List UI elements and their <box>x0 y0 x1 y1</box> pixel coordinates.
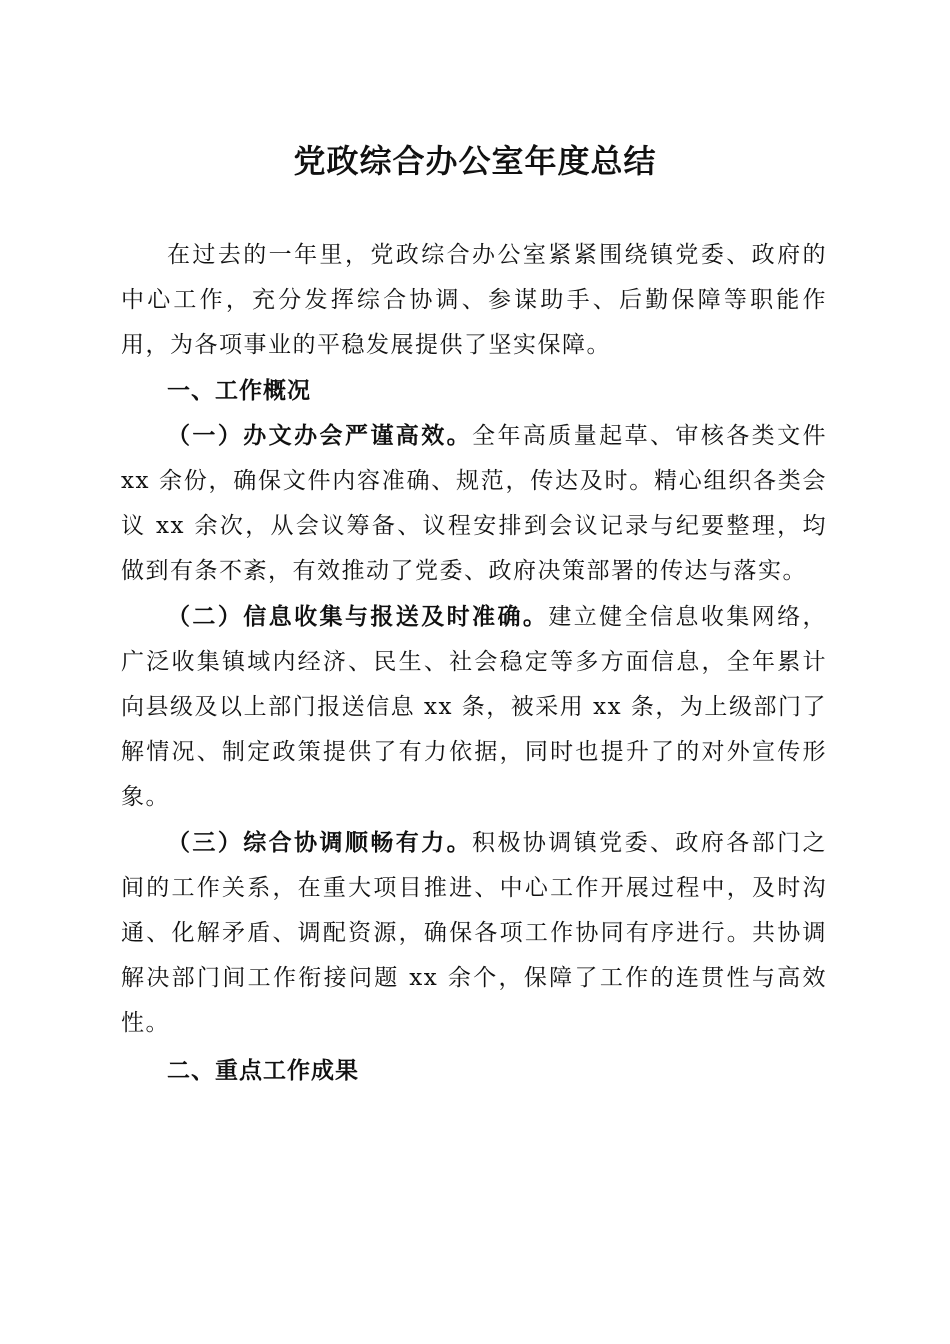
item-1-lead: （一）办文办会严谨高效。 <box>167 422 473 449</box>
section-heading-overview: 一、工作概况 <box>167 377 311 404</box>
item-3-text: 积极协调镇党委、政府各部门之间的工作关系，在重大项目推进、中心工作开展过程中，及时沟通、化解矛盾、调配资源，确保各项工作协同有序进行。共协调解决部门间工作衔接问题 xx 余个，保障了工作的连贯性与高效性。 <box>121 830 828 1036</box>
item-2-lead: （二）信息收集与报送及时准确。 <box>167 603 549 630</box>
item-3-lead: （三）综合协调顺畅有力。 <box>167 829 473 856</box>
paragraph-item-3 <box>121 820 827 1046</box>
document-body <box>121 233 827 1093</box>
document-title: 党政综合办公室年度总结 <box>293 142 657 180</box>
paragraph-item-2 <box>121 594 827 820</box>
intro-paragraph: 在过去的一年里，党政综合办公室紧紧围绕镇党委、政府的中心工作，充分发挥综合协调、参谋助手、后勤保障等职能作用，为各项事业的平稳发展提供了坚实保障。 <box>121 242 827 358</box>
section-heading-achievements: 二、重点工作成果 <box>167 1057 359 1084</box>
paragraph-item-1 <box>121 413 827 594</box>
item-1-text: 全年高质量起草、审核各类文件 xx 余份，确保文件内容准确、规范，传达及时。精心组织各类会议 xx 余次，从会议筹备、议程安排到会议记录与纪要整理，均做到有条不紊，有效推动了党委、政府决策部署的传达与落实。 <box>121 423 828 584</box>
item-2-text: 建立健全信息收集网络，广泛收集镇域内经济、民生、社会稳定等多方面信息，全年累计向县级及以上部门报送信息 xx 条，被采用 xx 条，为上级部门了解情况、制定政策提供了有力依据，同时也提升了的对外宣传形象。 <box>121 604 828 810</box>
